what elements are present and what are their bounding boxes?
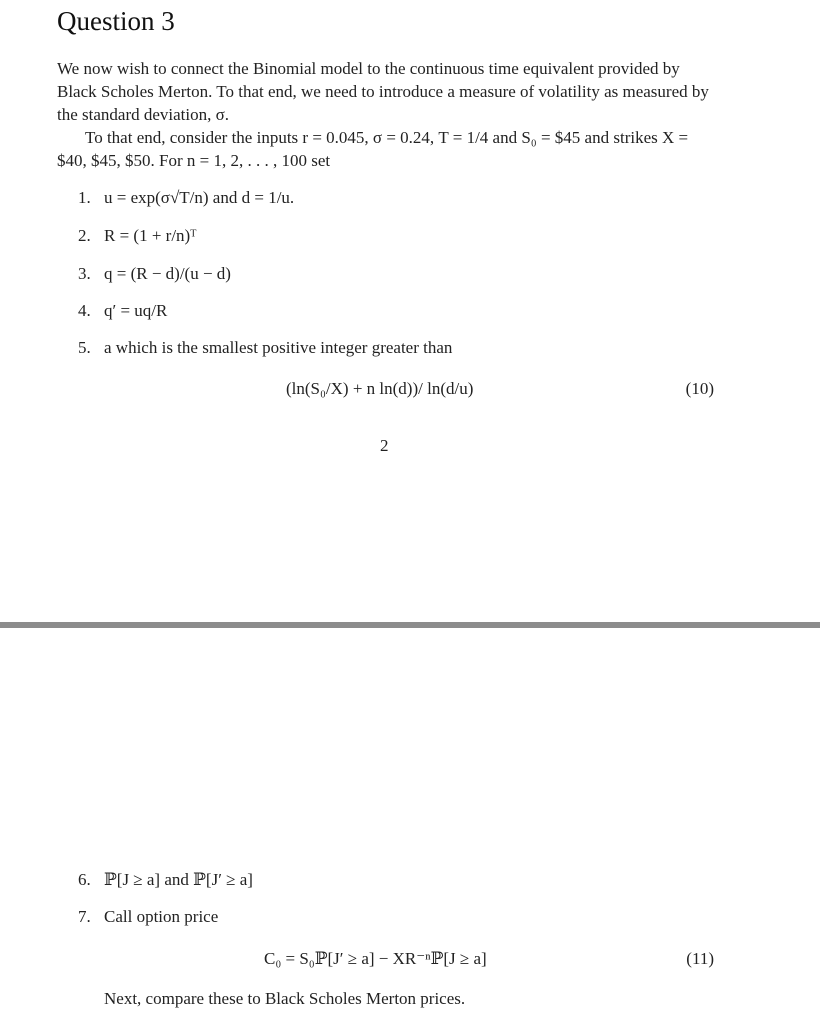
- list-item: [78, 187, 294, 209]
- list-item-number: 1.: [78, 188, 91, 207]
- list-item-text: R = (1 + r/n)ᵀ: [104, 226, 197, 245]
- list-item: [78, 225, 196, 247]
- list-item-text: q′ = uq/R: [104, 301, 168, 320]
- list-item-text: q = (R − d)/(u − d): [104, 264, 231, 283]
- list-item: [78, 300, 167, 322]
- question-heading: Question 3: [57, 6, 175, 36]
- inputs-text: To that end, consider the inputs r = 0.045, σ = 0.24, T = 1/4 and S₀ = $45 and strikes X = $40, $45, $50. For n = 1, 2, . . . , 100 set: [57, 128, 689, 170]
- list-item: [78, 337, 452, 359]
- list-item-number: 5.: [78, 338, 91, 357]
- list-item-number: 2.: [78, 226, 91, 245]
- equation-10: (ln(S₀/X) + n ln(d))/ ln(d/u): [286, 379, 474, 398]
- list-item-text: Call option price: [104, 907, 219, 926]
- list-item-text: ℙ[J ≥ a] and ℙ[J′ ≥ a]: [104, 870, 253, 889]
- list-item-text: a which is the smallest positive integer greater than: [104, 338, 453, 357]
- page-number: 2: [380, 436, 389, 455]
- closing-sentence: Next, compare these to Black Scholes Merton prices.: [104, 989, 466, 1008]
- intro-paragraph: We now wish to connect the Binomial model to the continuous time equivalent provided by Black Scholes Merton. To that end, we need to introduce a measure of volatility as measured by the standard deviation, σ.: [57, 59, 709, 124]
- list-item-number: 6.: [78, 870, 91, 889]
- list-item-number: 4.: [78, 301, 91, 320]
- list-item: [78, 906, 218, 928]
- inputs-paragraph: [57, 126, 717, 172]
- list-item-number: 3.: [78, 264, 91, 283]
- list-item-number: 7.: [78, 907, 91, 926]
- list-item: [78, 869, 253, 891]
- list-item-text: u = exp(σ√T/n) and d = 1/u.: [104, 188, 295, 207]
- equation-10-label: (10): [685, 379, 714, 398]
- list-item: [78, 263, 231, 285]
- page-3-content: [0, 628, 820, 1030]
- equation-11: C₀ = S₀ℙ[J′ ≥ a] − XR⁻ⁿℙ[J ≥ a]: [264, 949, 487, 968]
- equation-11-label: (11): [686, 949, 714, 968]
